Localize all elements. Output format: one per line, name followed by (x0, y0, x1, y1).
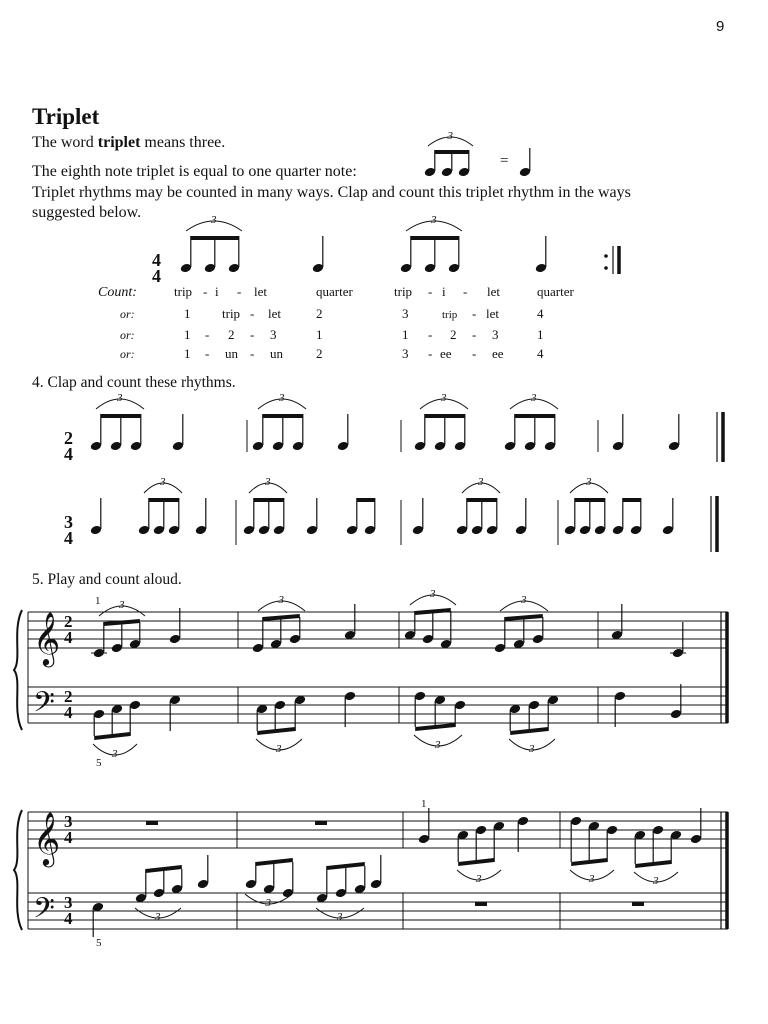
or-label: or: (120, 328, 135, 342)
count-syllable: - (250, 346, 255, 361)
count-syllable: 1 (184, 346, 191, 361)
beam (357, 498, 375, 502)
intro-line-3: Triplet rhythms may be counted in many ways. Clap and count this triplet rhythm in the ways (32, 184, 631, 201)
triplet-number: 3 (119, 599, 125, 611)
section-title: Triplet (32, 104, 100, 129)
beam (191, 236, 239, 240)
beam (425, 414, 465, 418)
triplet-number: 3 (476, 873, 482, 885)
count-syllable: 2 (316, 306, 323, 321)
count-syllable: - (463, 284, 468, 299)
time-signature-top: 3 (64, 893, 73, 912)
time-signature-bottom: 4 (152, 266, 161, 286)
count-syllable: 4 (537, 346, 544, 361)
count-syllable: un (225, 346, 238, 361)
section-5-heading: 5. Play and count aloud. (32, 571, 182, 588)
triplet-number: 3 (441, 392, 447, 404)
triplet-number: 3 (278, 594, 284, 606)
count-syllable: let (486, 306, 499, 321)
fingering: 1 (95, 595, 101, 607)
whole-rest-icon (475, 902, 487, 906)
count-syllable: 1 (184, 327, 191, 342)
count-syllable: quarter (316, 284, 353, 299)
fingering: 5 (96, 757, 102, 769)
count-syllable: 3 (402, 306, 409, 321)
count-syllable: - (428, 327, 433, 342)
beam (575, 498, 605, 502)
time-signature-top: 4 (152, 250, 161, 270)
beam (254, 498, 284, 502)
count-syllable: trip (394, 284, 413, 299)
count-syllable: - (472, 327, 477, 342)
beam (263, 414, 303, 418)
count-syllable: - (205, 327, 210, 342)
triplet-number: 3 (521, 594, 527, 606)
count-syllable: i (442, 284, 446, 299)
brace (14, 810, 22, 930)
count-syllable: - (205, 346, 210, 361)
fingering: 5 (96, 937, 102, 949)
time-signature-bottom: 4 (64, 909, 73, 928)
triplet-number: 3 (117, 392, 123, 404)
triplet-number: 3 (276, 743, 282, 755)
triplet-number: 3 (435, 739, 441, 751)
triplet-number: 3 (112, 748, 118, 760)
or-label: or: (120, 307, 135, 321)
beam (101, 414, 141, 418)
intro-line-2: The eighth note triplet is equal to one quarter note: (32, 163, 357, 180)
beam (515, 414, 555, 418)
count-syllable: - (428, 346, 433, 361)
count-syllable: 1 (184, 306, 191, 321)
beam (257, 727, 295, 735)
triplet-number: 3 (653, 875, 659, 887)
triplet-number: 3 (279, 392, 285, 404)
equals-sign: = (500, 153, 509, 169)
whole-rest-icon (315, 821, 327, 825)
fingering: 1 (421, 798, 427, 810)
count-syllable: trip (174, 284, 193, 299)
triplet-number: 3 (265, 897, 271, 909)
time-signature-bottom: 4 (64, 703, 73, 722)
count-syllable: 3 (402, 346, 409, 361)
time-signature-top: 3 (64, 812, 73, 831)
triplet-number: 3 (589, 873, 595, 885)
treble-clef-icon: 𝄞 (33, 811, 61, 865)
whole-rest-icon (146, 821, 158, 825)
triplet-number: 3 (531, 392, 537, 404)
count-syllable: quarter (537, 284, 574, 299)
section-4-heading: 4. Clap and count these rhythms. (32, 374, 236, 391)
time-signature-bottom: 4 (64, 628, 73, 647)
count-syllable: let (254, 284, 267, 299)
page-number: 9 (716, 18, 725, 35)
count-syllable: 2 (450, 327, 457, 342)
count-syllable: - (472, 346, 477, 361)
count-syllable: 3 (270, 327, 277, 342)
count-syllable: 3 (492, 327, 499, 342)
time-signature-top: 2 (64, 428, 73, 448)
triplet-number: 3 (265, 476, 271, 488)
count-syllable: let (268, 306, 281, 321)
count-syllable: 1 (402, 327, 409, 342)
time-signature-bottom: 4 (64, 828, 73, 847)
beam (411, 236, 459, 240)
count-syllable: 1 (537, 327, 544, 342)
repeat-dot (604, 254, 608, 258)
count-syllable: ee (440, 346, 452, 361)
or-label: or: (120, 347, 135, 361)
count-syllable: - (250, 327, 255, 342)
triplet-number: 3 (155, 911, 161, 923)
bass-clef-icon: 𝄢 (33, 686, 55, 726)
brace (14, 610, 22, 730)
count-syllable: ee (492, 346, 504, 361)
count-syllable: un (270, 346, 283, 361)
count-syllable: - (203, 284, 208, 299)
time-signature-bottom: 4 (64, 528, 73, 548)
count-label: Count: (98, 285, 137, 300)
beam (149, 498, 179, 502)
beam (467, 498, 497, 502)
count-syllable: - (428, 284, 433, 299)
repeat-dot (604, 266, 608, 270)
whole-rest-icon (632, 902, 644, 906)
count-syllable: i (215, 284, 219, 299)
triplet-number: 3 (529, 743, 535, 755)
intro-line-1-post: means three. (140, 134, 226, 151)
intro-line-4: suggested below. (32, 204, 142, 221)
triplet-number: 3 (431, 214, 437, 226)
count-syllable: - (250, 306, 255, 321)
triplet-number: 3 (211, 214, 217, 226)
time-signature-top: 2 (64, 687, 73, 706)
time-signature-bottom: 4 (64, 444, 73, 464)
count-syllable: let (487, 284, 500, 299)
triplet-number: 3 (586, 476, 592, 488)
count-syllable: 2 (316, 346, 323, 361)
triplet-number: 3 (447, 130, 453, 142)
intro-keyword: triplet (97, 134, 141, 151)
beam (623, 498, 641, 502)
triplet-number: 3 (430, 588, 436, 600)
triplet-number: 3 (478, 476, 484, 488)
count-syllable: - (472, 306, 477, 321)
bass-clef-icon: 𝄢 (33, 892, 55, 932)
time-signature-top: 3 (64, 512, 73, 532)
beam (435, 150, 469, 154)
count-syllable: 2 (228, 327, 235, 342)
intro-line-1-pre: The word (32, 134, 98, 151)
count-syllable: 1 (316, 327, 323, 342)
triplet-number: 3 (160, 476, 166, 488)
treble-clef-icon: 𝄞 (33, 611, 61, 665)
triplet-number: 3 (337, 911, 343, 923)
count-syllable: trip (442, 309, 458, 321)
time-signature-top: 2 (64, 612, 73, 631)
count-syllable: 4 (537, 306, 544, 321)
count-syllable: trip (222, 306, 241, 321)
count-syllable: - (237, 284, 242, 299)
